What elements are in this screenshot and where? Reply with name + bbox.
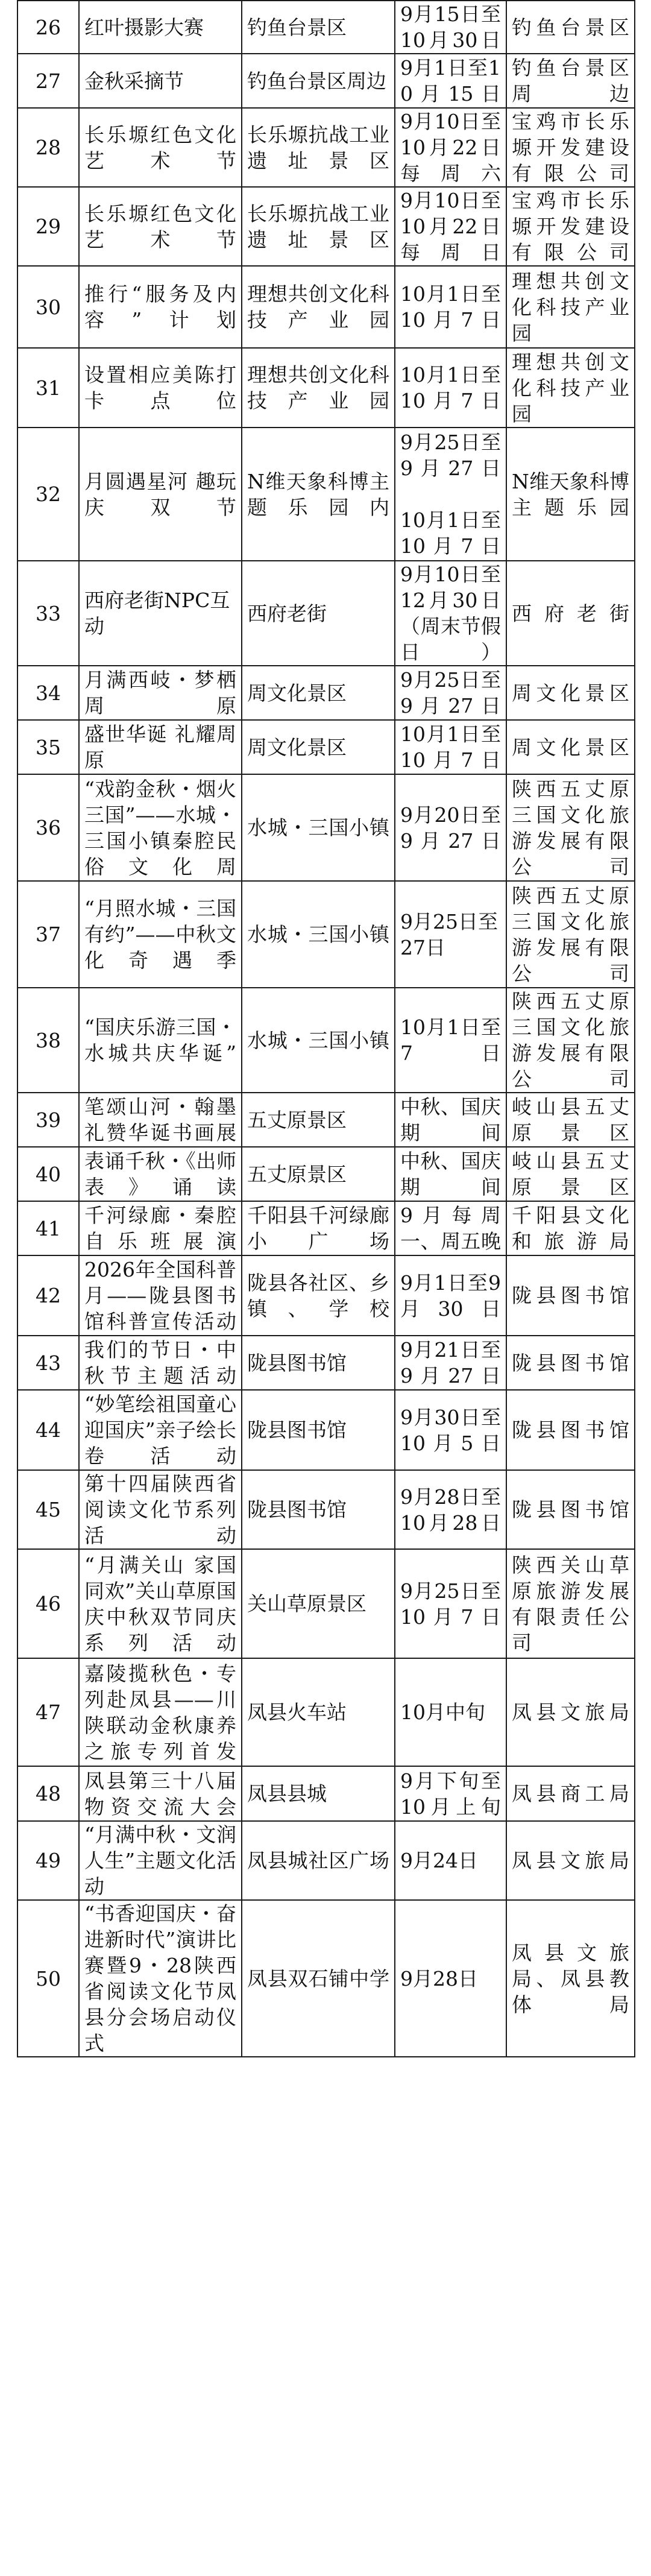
time-cell: 10月中旬 (395, 1658, 506, 1766)
row-number-cell: 44 (17, 1390, 79, 1470)
time-cell: 9月1日至9月30日 (395, 1255, 506, 1336)
table-row (17, 1336, 635, 1390)
event-name-cell: “月满关山 家国同欢”关山草原国庆中秋双节同庆系列活动 (79, 1549, 242, 1658)
time-cell: 9月30日至10月5日 (395, 1390, 506, 1470)
event-name-cell: 金秋采摘节 (79, 54, 242, 108)
table-row (17, 774, 635, 881)
table-row (17, 266, 635, 348)
time-cell: 中秋、国庆期间 (395, 1147, 506, 1201)
event-name-cell: 月圆遇星河 趣玩庆双节 (79, 428, 242, 561)
table-row (17, 1147, 635, 1201)
venue-cell: 长乐塬抗战工业遗址景区 (242, 108, 395, 187)
table-row (17, 720, 635, 774)
table-row (17, 1093, 635, 1147)
venue-cell: 水城・三国小镇 (242, 881, 395, 988)
organizer-cell: 西府老街 (506, 561, 635, 666)
organizer-cell: 陇县图书馆 (506, 1470, 635, 1549)
time-cell: 10月1日至7日 (395, 988, 506, 1093)
event-name-cell: 表诵千秋・《出师表》诵读 (79, 1147, 242, 1201)
venue-cell: 钓鱼台景区周边 (242, 54, 395, 108)
venue-cell: 长乐塬抗战工业遗址景区 (242, 187, 395, 266)
row-number-cell: 47 (17, 1658, 79, 1766)
venue-cell: 凤县城社区广场 (242, 1821, 395, 1900)
time-cell: 9月24日 (395, 1821, 506, 1900)
time-cell: 中秋、国庆期间 (395, 1093, 506, 1147)
organizer-cell: 凤县商工局 (506, 1766, 635, 1821)
row-number-cell: 43 (17, 1336, 79, 1390)
row-number-cell: 34 (17, 666, 79, 720)
event-name-cell: 月满西岐・梦栖周原 (79, 666, 242, 720)
event-name-cell: 我们的节日・中秋节主题活动 (79, 1336, 242, 1390)
time-cell: 10月1日至10月7日 (395, 720, 506, 774)
row-number-cell: 38 (17, 988, 79, 1093)
table-row (17, 187, 635, 266)
venue-cell: 周文化景区 (242, 666, 395, 720)
time-cell: 9月1日至10月15日 (395, 54, 506, 108)
table-row (17, 348, 635, 428)
organizer-cell: 钓鱼台景区 (506, 1, 635, 54)
table-row (17, 881, 635, 988)
organizer-cell: 陇县图书馆 (506, 1255, 635, 1336)
time-cell: 9月20日至9月27日 (395, 774, 506, 881)
event-name-cell: 推行“服务及内容”计划 (79, 266, 242, 348)
event-name-cell: 嘉陵揽秋色・专列赴凤县——川陕联动金秋康养之旅专列首发 (79, 1658, 242, 1766)
table-row (17, 1255, 635, 1336)
organizer-cell: 岐山县五丈原景区 (506, 1147, 635, 1201)
event-name-cell: 千河绿廊・秦腔自乐班展演 (79, 1201, 242, 1255)
row-number-cell: 48 (17, 1766, 79, 1821)
row-number-cell: 37 (17, 881, 79, 988)
time-cell: 9月28日至10月28日 (395, 1470, 506, 1549)
table-row (17, 428, 635, 561)
row-number-cell: 32 (17, 428, 79, 561)
row-number-cell: 30 (17, 266, 79, 348)
venue-cell: 关山草原景区 (242, 1549, 395, 1658)
table-row (17, 54, 635, 108)
venue-cell: 凤县县城 (242, 1766, 395, 1821)
venue-cell: 陇县各社区、乡镇、学校 (242, 1255, 395, 1336)
table-row (17, 666, 635, 720)
venue-cell: 陇县图书馆 (242, 1336, 395, 1390)
row-number-cell: 28 (17, 108, 79, 187)
table-row (17, 1, 635, 54)
row-number-cell: 45 (17, 1470, 79, 1549)
organizer-cell: 凤县文旅局 (506, 1821, 635, 1900)
venue-cell: N维天象科博主题乐园内 (242, 428, 395, 561)
time-cell: 9月25日至9月27日 10月1日至10月7日 (395, 428, 506, 561)
event-name-cell: 长乐塬红色文化艺术节 (79, 187, 242, 266)
row-number-cell: 46 (17, 1549, 79, 1658)
organizer-cell: 理想共创文化科技产业园 (506, 266, 635, 348)
row-number-cell: 49 (17, 1821, 79, 1900)
event-name-cell: “妙笔绘祖国童心迎国庆”亲子绘长卷活动 (79, 1390, 242, 1470)
event-name-cell: 西府老街NPC互动 (79, 561, 242, 666)
venue-cell: 陇县图书馆 (242, 1390, 395, 1470)
row-number-cell: 29 (17, 187, 79, 266)
table-row (17, 561, 635, 666)
venue-cell: 理想共创文化科技产业园 (242, 348, 395, 428)
row-number-cell: 26 (17, 1, 79, 54)
event-name-cell: “书香迎国庆・奋进新时代”演讲比赛暨9・28陕西省阅读文化节凤县分会场启动仪式 (79, 1900, 242, 2057)
organizer-cell: N维天象科博主题乐园 (506, 428, 635, 561)
venue-cell: 五丈原景区 (242, 1093, 395, 1147)
venue-cell: 钓鱼台景区 (242, 1, 395, 54)
row-number-cell: 39 (17, 1093, 79, 1147)
table-row (17, 1766, 635, 1821)
event-name-cell: 笔颂山河・翰墨礼赞华诞书画展 (79, 1093, 242, 1147)
table-body (17, 1, 635, 2057)
row-number-cell: 35 (17, 720, 79, 774)
organizer-cell: 凤县文旅局、凤县教体局 (506, 1900, 635, 2057)
event-name-cell: “戏韵金秋・烟火三国”——水城・三国小镇秦腔民俗文化周 (79, 774, 242, 881)
time-cell: 9月每周一、周五晚 (395, 1201, 506, 1255)
organizer-cell: 周文化景区 (506, 720, 635, 774)
table-row (17, 1900, 635, 2057)
row-number-cell: 33 (17, 561, 79, 666)
event-name-cell: “国庆乐游三国・水城共庆华诞” (79, 988, 242, 1093)
table-row (17, 1821, 635, 1900)
organizer-cell: 凤县文旅局 (506, 1658, 635, 1766)
row-number-cell: 36 (17, 774, 79, 881)
organizer-cell: 岐山县五丈原景区 (506, 1093, 635, 1147)
organizer-cell: 陇县图书馆 (506, 1390, 635, 1470)
organizer-cell: 宝鸡市长乐塬开发建设有限公司 (506, 187, 635, 266)
event-name-cell: “月满中秋・文润人生”主题文化活动 (79, 1821, 242, 1900)
time-cell: 9月25日至10月7日 (395, 1549, 506, 1658)
venue-cell: 理想共创文化科技产业园 (242, 266, 395, 348)
event-name-cell: 长乐塬红色文化艺术节 (79, 108, 242, 187)
organizer-cell: 陕西五丈原三国文化旅游发展有限公司 (506, 881, 635, 988)
row-number-cell: 50 (17, 1900, 79, 2057)
time-cell: 9月10日至10月22日每周六 (395, 108, 506, 187)
organizer-cell: 理想共创文化科技产业园 (506, 348, 635, 428)
event-name-cell: 盛世华诞 礼耀周原 (79, 720, 242, 774)
table-row (17, 1201, 635, 1255)
time-cell: 9月28日 (395, 1900, 506, 2057)
venue-cell: 五丈原景区 (242, 1147, 395, 1201)
venue-cell: 水城・三国小镇 (242, 774, 395, 881)
table-row (17, 1470, 635, 1549)
table-row (17, 1549, 635, 1658)
venue-cell: 西府老街 (242, 561, 395, 666)
event-name-cell: 凤县第三十八届物资交流大会 (79, 1766, 242, 1821)
time-cell: 9月10日至12月30日（周末节假日） (395, 561, 506, 666)
time-cell: 9月21日至9月27日 (395, 1336, 506, 1390)
time-cell: 9月下旬至10月上旬 (395, 1766, 506, 1821)
event-name-cell: “月照水城・三国有约”——中秋文化奇遇季 (79, 881, 242, 988)
row-number-cell: 41 (17, 1201, 79, 1255)
row-number-cell: 40 (17, 1147, 79, 1201)
table-row (17, 1390, 635, 1470)
venue-cell: 千阳县千河绿廊小广场 (242, 1201, 395, 1255)
table-row (17, 108, 635, 187)
venue-cell: 周文化景区 (242, 720, 395, 774)
event-name-cell: 红叶摄影大赛 (79, 1, 242, 54)
row-number-cell: 31 (17, 348, 79, 428)
time-cell: 9月25日至27日 (395, 881, 506, 988)
venue-cell: 凤县双石铺中学 (242, 1900, 395, 2057)
organizer-cell: 陕西五丈原三国文化旅游发展有限公司 (506, 774, 635, 881)
organizer-cell: 陇县图书馆 (506, 1336, 635, 1390)
event-name-cell: 2026年全国科普月——陇县图书馆科普宣传活动 (79, 1255, 242, 1336)
organizer-cell: 千阳县文化和旅游局 (506, 1201, 635, 1255)
row-number-cell: 42 (17, 1255, 79, 1336)
time-cell: 9月15日至10月30日 (395, 1, 506, 54)
time-cell: 9月25日至9月27日 (395, 666, 506, 720)
organizer-cell: 宝鸡市长乐塬开发建设有限公司 (506, 108, 635, 187)
organizer-cell: 钓鱼台景区周边 (506, 54, 635, 108)
venue-cell: 水城・三国小镇 (242, 988, 395, 1093)
event-name-cell: 第十四届陕西省阅读文化节系列活动 (79, 1470, 242, 1549)
time-cell: 10月1日至10月7日 (395, 348, 506, 428)
table-row (17, 1658, 635, 1766)
venue-cell: 陇县图书馆 (242, 1470, 395, 1549)
table-row (17, 988, 635, 1093)
events-table (17, 0, 635, 2057)
time-cell: 9月10日至10月22日每周日 (395, 187, 506, 266)
event-name-cell: 设置相应美陈打卡点位 (79, 348, 242, 428)
organizer-cell: 陕西五丈原三国文化旅游发展有限公司 (506, 988, 635, 1093)
organizer-cell: 陕西关山草原旅游发展有限责任公司 (506, 1549, 635, 1658)
time-cell: 10月1日至10月7日 (395, 266, 506, 348)
row-number-cell: 27 (17, 54, 79, 108)
venue-cell: 凤县火车站 (242, 1658, 395, 1766)
organizer-cell: 周文化景区 (506, 666, 635, 720)
